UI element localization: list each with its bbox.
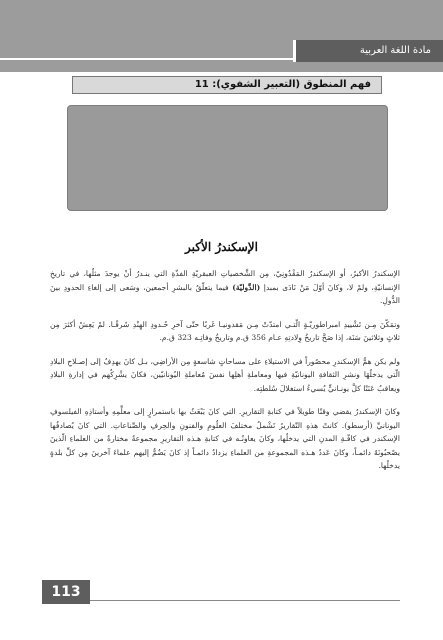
footer-rule (90, 600, 400, 601)
page-number: 113 (42, 580, 90, 604)
paragraph-3 (50, 355, 400, 396)
section-label: فهم المنطوق (التعبير الشفوي): 11 (72, 76, 382, 94)
highlighted-term: (الدَّوليّة) (232, 282, 261, 292)
article-title: الإسكندرُ الأكبر (185, 240, 258, 254)
paragraph-text: ولم يكن همُّ الإسكندرِ محصُوراً في الاستيلاءِ على مساحاتٍ شاسعةٍ مِن الأراضِي، بـل كانَ يهدِفُ إلى إصـلاحِ البلادِ الّتي يدخلُهَا ونشرِ الثقافةِ اليونانيّةِ فيها ومعاملةِ أهلِها نفسَ مُعاملةِ اليُونانيّين، فكانَ يشْرِكُهم في إدارةِ البلادِ ويعاقبُ عَنَتًا كلَّ يونـانيٍّ يُسيءُ استغلالَ سُلطتِه. (50, 356, 400, 393)
paragraph-text: وتمَكّنَ مِـن تَشْييدِ امبراطوريّـةٍ الّتـي امتدّتْ مِـن مَقدونيـا غَربًا حتّى آخرِ حُـدودِ الهِنْدِ شَرقًـا. لمْ يَعِشْ أكثرَ مِن ثلاثٍ وثلاثينَ سَنَة، إذا صَحَّ تاريخُ وِلادتِهِ عـام 356 ق.م وتاريخُ وفاتِـه 323 ق.م. (50, 319, 400, 342)
subject-title: مادة اللغة العربية (293, 40, 443, 62)
header-rule (0, 58, 300, 60)
paragraph-4 (50, 405, 400, 473)
paragraph-text: فيما يتعلّقُ بالبشرِ أجمعين، وسَعى إلى إلغاءِ الحدودِ بينَ الدُّولِ. (50, 282, 400, 305)
paragraph-text: الإسكندرُ الأكبرُ، أو الإسكندرُ المَقْدُونِيّ، مِن الشَّخصياتِ العبقريّةِ الفذّةِ التي ينـدرُ أنْ يوجدَ مثلُها، في تاريخِ الإنسانيّةِ، ولمْ لا، وكانَ أوّلَ مَنْ نَادَى بمبدإ (50, 269, 400, 292)
illustration-placeholder (67, 105, 388, 211)
paragraph-1 (50, 267, 400, 308)
article-body (50, 267, 400, 483)
paragraph-2 (50, 318, 400, 345)
paragraph-text: وكانَ الإسكندرُ يقضي وقتًا طويلاً في كتابةِ التقاريرِ. التي كانَ يَبْعَثُ بها باستمرارٍ إلى معلِّمِهِ وأستاذِهِ الفيلسوفِ اليونانيِّ (أرسطو). كانتْ هذهِ التّقاريرُ تَشْملُ مختلفَ العلُومِ والفنونِ والحِرفِ والصِّناعاتِ. التي كانَ يُصادفُها الإسكندر في كافّـةِ المدنِ التي يدخلُها، وكانَ يعاونُـه في كتابةِ هـذه التقاريرِ مجموعةٌ مختارةٌ من العلماءِ الّذينَ يصْحبُونَهُ دائمـاً، وكانَ عَددُ هـذه المجموعةِ من العلماءِ يزدادُ دائمـاً إذ كانَ يَضُمُّ إليهم علماءَ آخرينَ مِن كلِّ بلدةٍ يدخلُها. (50, 407, 400, 470)
